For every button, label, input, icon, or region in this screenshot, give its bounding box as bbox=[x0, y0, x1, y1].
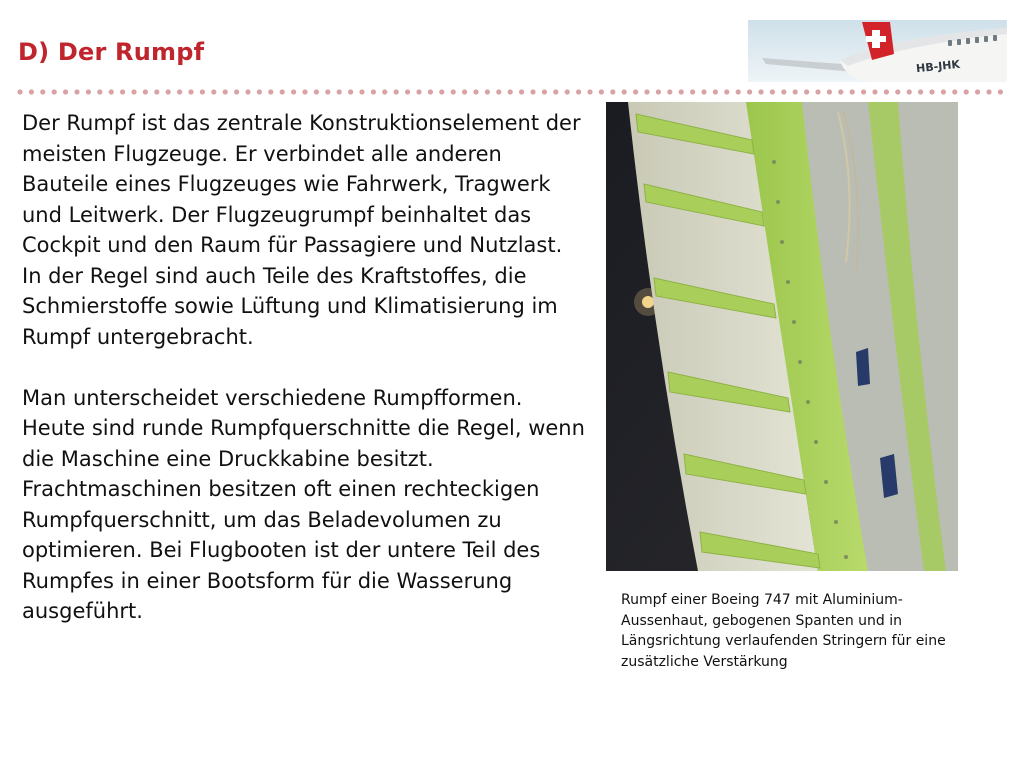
separator-dot bbox=[599, 89, 604, 94]
separator-dot bbox=[86, 89, 91, 94]
separator-dot bbox=[713, 89, 718, 94]
separator-dot bbox=[918, 89, 923, 94]
separator-dot bbox=[302, 89, 307, 94]
photo-caption: Rumpf einer Boeing 747 mit Aluminium-Aussenhaut, gebogenen Spanten und in Längsrichtung verlaufenden Stringern für eine zusätzliche Verstärkung bbox=[621, 592, 946, 670]
separator-dot bbox=[268, 89, 273, 94]
separator-dot bbox=[793, 89, 798, 94]
separator-dot bbox=[542, 89, 547, 94]
separator-dot bbox=[519, 89, 524, 94]
separator-dot bbox=[109, 89, 114, 94]
separator-dot bbox=[359, 89, 364, 94]
aircraft-tail-image bbox=[748, 20, 1007, 82]
separator-dot bbox=[428, 89, 433, 94]
separator-dot bbox=[74, 89, 79, 94]
separator-dot bbox=[964, 89, 969, 94]
separator-dot bbox=[143, 89, 148, 94]
separator-dot bbox=[747, 89, 752, 94]
separator-dot bbox=[804, 89, 809, 94]
separator-dot bbox=[40, 89, 45, 94]
separator-dot bbox=[451, 89, 456, 94]
separator-dot bbox=[895, 89, 900, 94]
separator-dot bbox=[838, 89, 843, 94]
separator-dot bbox=[508, 89, 513, 94]
separator-dot bbox=[850, 89, 855, 94]
separator-dot bbox=[439, 89, 444, 94]
separator-dot bbox=[736, 89, 741, 94]
separator-dot bbox=[770, 89, 775, 94]
separator-dot bbox=[827, 89, 832, 94]
separator-dot bbox=[120, 89, 125, 94]
separator-dot bbox=[473, 89, 478, 94]
separator-dot bbox=[223, 89, 228, 94]
separator-dot bbox=[382, 89, 387, 94]
separator-dot bbox=[462, 89, 467, 94]
separator-dot bbox=[633, 89, 638, 94]
slide-title: D) Der Rumpf bbox=[18, 38, 205, 66]
separator-dot bbox=[701, 89, 706, 94]
separator-dot bbox=[667, 89, 672, 94]
separator-dot bbox=[154, 89, 159, 94]
separator-dot bbox=[952, 89, 957, 94]
paragraph-intro: Der Rumpf ist das zentrale Konstruktionselement der meisten Flugzeuge. Er verbindet alle anderen Bauteile eines Flugzeuges wie Fahrwerk, Tragwerk und Leitwerk. Der Flugzeugrumpf beinhaltet das Cockpit und den Raum für Passagiere und Nutzlast. In der Regel sind auch Teile des Kraftstoffes, die Schmierstoffe sowie Lüftung und Klimatisierung im Rumpf untergebracht. bbox=[22, 111, 581, 349]
separator-dot bbox=[610, 89, 615, 94]
separator-dot bbox=[97, 89, 102, 94]
separator-dot bbox=[565, 89, 570, 94]
aircraft-registration: HB-JHK bbox=[915, 57, 961, 76]
separator-dot bbox=[724, 89, 729, 94]
separator-dot bbox=[679, 89, 684, 94]
separator-dot bbox=[405, 89, 410, 94]
separator-dot bbox=[234, 89, 239, 94]
separator-dot bbox=[622, 89, 627, 94]
separator-dot bbox=[52, 89, 57, 94]
separator-dot bbox=[371, 89, 376, 94]
separator-dot bbox=[29, 89, 34, 94]
separator-dot bbox=[131, 89, 136, 94]
separator-dot bbox=[245, 89, 250, 94]
separator-dot bbox=[656, 89, 661, 94]
separator-dot bbox=[941, 89, 946, 94]
separator-dot bbox=[861, 89, 866, 94]
separator-dot bbox=[576, 89, 581, 94]
separator-dot bbox=[314, 89, 319, 94]
separator-dot bbox=[280, 89, 285, 94]
separator-dot bbox=[348, 89, 353, 94]
separator-dot bbox=[758, 89, 763, 94]
separator-dot bbox=[998, 89, 1003, 94]
separator-dot bbox=[200, 89, 205, 94]
separator-dot bbox=[166, 89, 171, 94]
separator-dot bbox=[177, 89, 182, 94]
separator-dot bbox=[781, 89, 786, 94]
separator-dot bbox=[907, 89, 912, 94]
separator-dot bbox=[884, 89, 889, 94]
separator-dot bbox=[325, 89, 330, 94]
separator-dot bbox=[815, 89, 820, 94]
separator-dot bbox=[986, 89, 991, 94]
dotted-separator bbox=[16, 88, 1008, 96]
separator-dot bbox=[690, 89, 695, 94]
separator-dot bbox=[496, 89, 501, 94]
separator-dot bbox=[587, 89, 592, 94]
separator-dot bbox=[530, 89, 535, 94]
separator-dot bbox=[211, 89, 216, 94]
separator-dot bbox=[416, 89, 421, 94]
separator-dot bbox=[337, 89, 342, 94]
paragraph-shapes: Man unterscheidet verschiedene Rumpfformen. Heute sind runde Rumpfquerschnitte die Regel, wenn die Maschine eine Druckkabine besitzt. Frachtmaschinen besitzen oft einen rechteckigen Rumpfquerschnitt, um das Beladevolumen zu optimieren. Bei Flugbooten ist der untere Teil des Rumpfes in einer Bootsform für die Wasserung ausgeführt. bbox=[22, 385, 585, 623]
separator-dot bbox=[485, 89, 490, 94]
separator-dot bbox=[188, 89, 193, 94]
separator-dot bbox=[63, 89, 68, 94]
separator-dot bbox=[394, 89, 399, 94]
separator-dot bbox=[975, 89, 980, 94]
separator-dot bbox=[257, 89, 262, 94]
fuselage-photo bbox=[606, 102, 958, 571]
separator-dot bbox=[872, 89, 877, 94]
separator-dot bbox=[17, 89, 22, 94]
separator-dot bbox=[553, 89, 558, 94]
separator-dot bbox=[929, 89, 934, 94]
separator-dot bbox=[644, 89, 649, 94]
body-text bbox=[22, 108, 587, 657]
separator-dot bbox=[291, 89, 296, 94]
